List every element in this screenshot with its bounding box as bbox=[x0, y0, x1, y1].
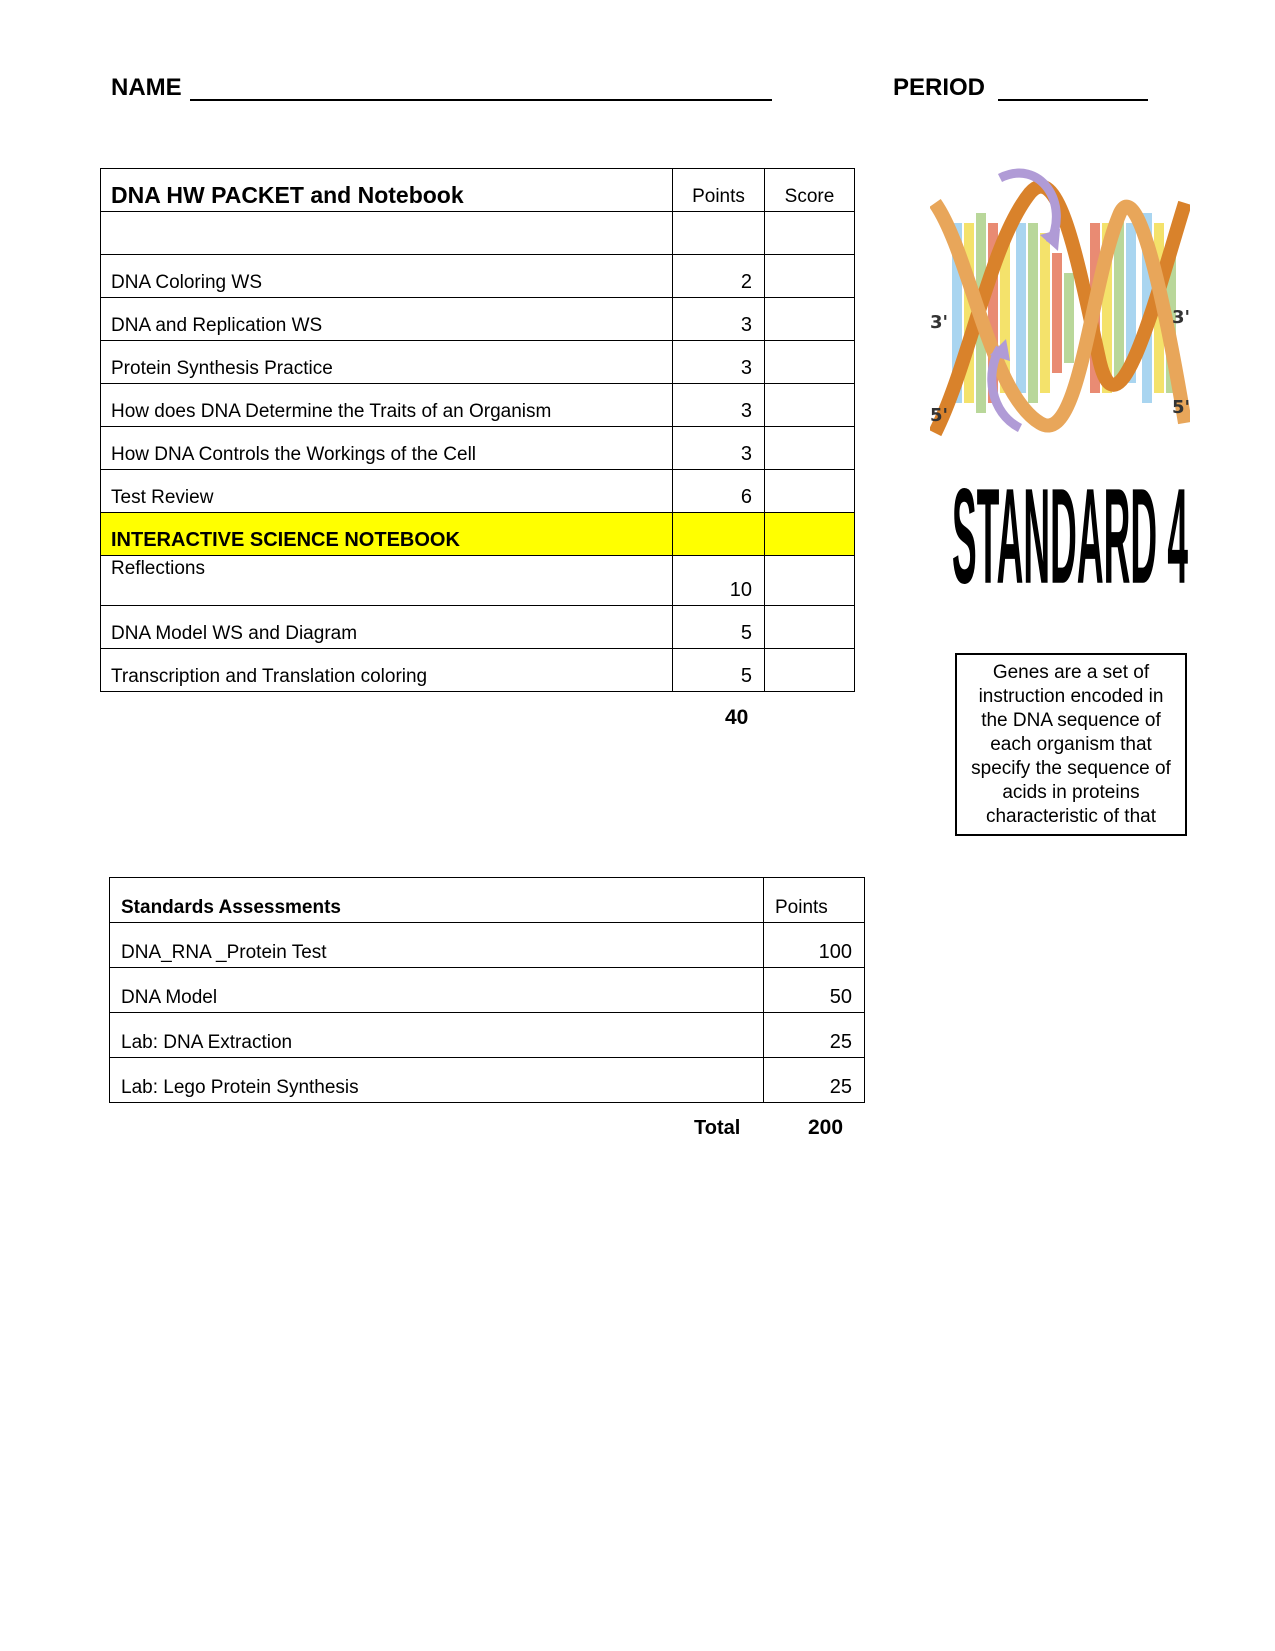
row-label: How DNA Controls the Workings of the Cell bbox=[101, 427, 673, 470]
table-row bbox=[101, 556, 855, 606]
row-points: 6 bbox=[673, 470, 765, 513]
hw-table-title: DNA HW PACKET and Notebook bbox=[101, 169, 673, 212]
row-points: 3 bbox=[673, 384, 765, 427]
row-label: Reflections bbox=[101, 556, 673, 606]
row-points: 10 bbox=[673, 556, 765, 606]
row-label: DNA Model WS and Diagram bbox=[101, 606, 673, 649]
dna-label-3prime-right: 3' bbox=[1172, 307, 1190, 328]
row-label: Lab: DNA Extraction bbox=[110, 1013, 764, 1058]
row-label: DNA_RNA _Protein Test bbox=[110, 923, 764, 968]
dna-label-5prime-right: 5' bbox=[1172, 397, 1190, 418]
period-label: PERIOD bbox=[893, 74, 986, 101]
row-score[interactable] bbox=[765, 470, 855, 513]
genes-definition-text: Genes are a set of instruction encoded in the DNA sequence of each organism that specify the sequence of acids in proteins characteristic of that bbox=[971, 662, 1171, 827]
row-label: Test Review bbox=[101, 470, 673, 513]
points-header: Points bbox=[673, 169, 765, 212]
score-header: Score bbox=[765, 169, 855, 212]
row-score[interactable] bbox=[765, 341, 855, 384]
table-row bbox=[101, 427, 855, 470]
row-score[interactable] bbox=[765, 649, 855, 692]
name-blank[interactable] bbox=[190, 99, 772, 101]
table-row bbox=[110, 1013, 865, 1058]
row-score[interactable] bbox=[765, 255, 855, 298]
table-row bbox=[101, 470, 855, 513]
table-row bbox=[101, 606, 855, 649]
table-row-empty bbox=[101, 212, 855, 255]
std-table-header bbox=[110, 878, 865, 923]
section-header-row bbox=[101, 513, 855, 556]
row-label: How does DNA Determine the Traits of an Organism bbox=[101, 384, 673, 427]
row-score[interactable] bbox=[765, 606, 855, 649]
table-row bbox=[110, 968, 865, 1013]
std-table-title: Standards Assessments bbox=[110, 878, 764, 923]
table-row bbox=[101, 341, 855, 384]
name-label: NAME bbox=[111, 74, 182, 101]
standard-4-wordart bbox=[950, 470, 1190, 620]
standards-table bbox=[109, 877, 865, 1103]
row-score[interactable] bbox=[765, 298, 855, 341]
row-label: DNA and Replication WS bbox=[101, 298, 673, 341]
row-label: Lab: Lego Protein Synthesis bbox=[110, 1058, 764, 1103]
row-points: 100 bbox=[764, 923, 865, 968]
row-points: 25 bbox=[764, 1058, 865, 1103]
row-points: 50 bbox=[764, 968, 865, 1013]
total-label: Total bbox=[694, 1117, 741, 1139]
hw-table-header bbox=[101, 169, 855, 212]
row-score[interactable] bbox=[765, 427, 855, 470]
row-points: 3 bbox=[673, 427, 765, 470]
row-score[interactable] bbox=[765, 384, 855, 427]
period-blank[interactable] bbox=[998, 99, 1148, 101]
table-row bbox=[110, 1058, 865, 1103]
table-row bbox=[101, 384, 855, 427]
row-points: 2 bbox=[673, 255, 765, 298]
dna-label-5prime-left: 5' bbox=[930, 405, 949, 426]
hw-packet-table bbox=[100, 168, 855, 692]
dna-label-3prime-left: 3' bbox=[930, 312, 949, 333]
row-label: Transcription and Translation coloring bbox=[101, 649, 673, 692]
row-label: DNA Model bbox=[110, 968, 764, 1013]
hw-subtotal: 40 bbox=[725, 706, 749, 729]
row-points: 3 bbox=[673, 341, 765, 384]
standard-4-text: STANDARD 4 bbox=[952, 470, 1189, 612]
genes-definition-box bbox=[955, 653, 1187, 836]
row-label: Protein Synthesis Practice bbox=[101, 341, 673, 384]
std-points-header: Points bbox=[764, 878, 865, 923]
row-points: 25 bbox=[764, 1013, 865, 1058]
table-row bbox=[101, 255, 855, 298]
row-points: 5 bbox=[673, 606, 765, 649]
section-title: INTERACTIVE SCIENCE NOTEBOOK bbox=[101, 513, 673, 556]
row-label: DNA Coloring WS bbox=[101, 255, 673, 298]
row-points: 5 bbox=[673, 649, 765, 692]
total-value: 200 bbox=[808, 1116, 844, 1139]
dna-helix-icon bbox=[930, 163, 1190, 453]
table-row bbox=[110, 923, 865, 968]
table-row bbox=[101, 298, 855, 341]
row-points: 3 bbox=[673, 298, 765, 341]
table-row bbox=[101, 649, 855, 692]
row-score[interactable] bbox=[765, 556, 855, 606]
